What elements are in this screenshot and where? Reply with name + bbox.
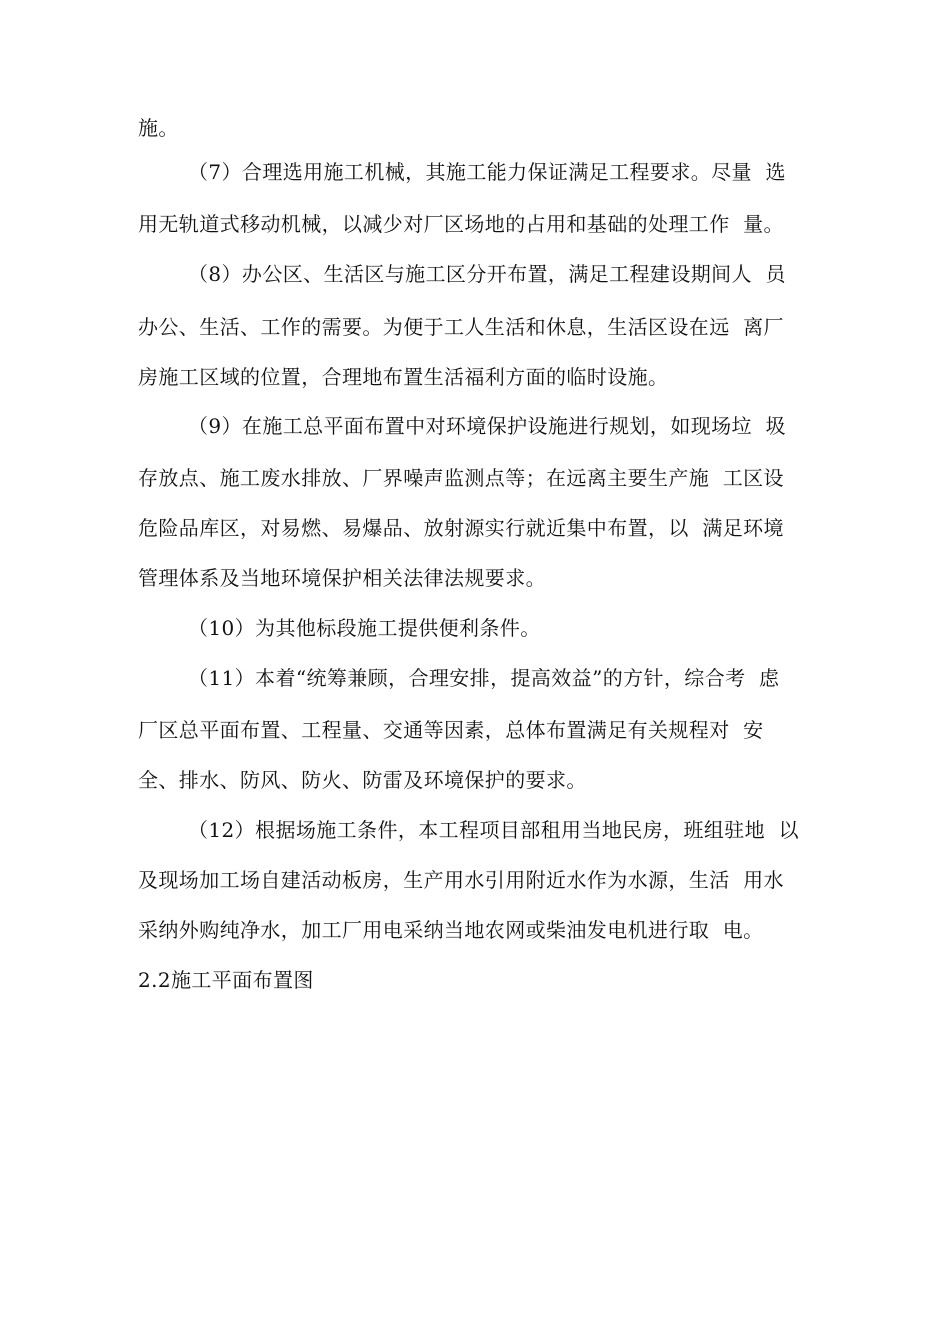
- paragraph-9-line-3: 危险品库区，对易燃、易爆品、放射源实行就近集中布置，以 满足环境: [138, 516, 784, 540]
- paragraph-12-line-1: （12）根据场施工条件，本工程项目部租用当地民房，班组驻地 以: [188, 818, 799, 842]
- paragraph-11-line-1: （11）本着“统筹兼顾，合理安排，提高效益”的方针，综合考 虑: [188, 666, 780, 690]
- paragraph-10-line-1: （10）为其他标段施工提供便利条件。: [188, 616, 541, 640]
- paragraph-9-line-2: 存放点、施工废水排放、厂界噪声监测点等；在远离主要生产施 工区设: [138, 466, 784, 490]
- text-line: 施。: [138, 116, 179, 140]
- paragraph-7-line-1: （7）合理选用施工机械，其施工能力保证满足工程要求。尽量 选: [188, 160, 786, 184]
- paragraph-8-line-1: （8）办公区、生活区与施工区分开布置，满足工程建设期间人 员: [188, 262, 786, 286]
- paragraph-11-line-2: 厂区总平面布置、工程量、交通等因素，总体布置满足有关规程对 安: [138, 718, 764, 742]
- paragraph-8-line-3: 房施工区域的位置，合理地布置生活福利方面的临时设施。: [138, 365, 669, 389]
- paragraph-7-line-2: 用无轨道式移动机械，以减少对厂区场地的占用和基础的处理工作 量。: [138, 212, 784, 236]
- paragraph-9-line-1: （9）在施工总平面布置中对环境保护设施进行规划，如现场垃 圾: [188, 414, 786, 438]
- paragraph-12-line-3: 采纳外购纯净水，加工厂用电采纳当地农网或柴油发电机进行取 电。: [138, 918, 764, 942]
- paragraph-9-line-4: 管理体系及当地环境保护相关法律法规要求。: [138, 566, 546, 590]
- paragraph-11-line-3: 全、排水、防风、防火、防雷及环境保护的要求。: [138, 768, 587, 792]
- section-heading: 2.2施工平面布置图: [138, 968, 314, 992]
- paragraph-8-line-2: 办公、生活、工作的需要。为便于工人生活和休息，生活区设在远 离厂: [138, 315, 784, 339]
- paragraph-12-line-2: 及现场加工场自建活动板房，生产用水引用附近水作为水源，生活 用水: [138, 868, 784, 892]
